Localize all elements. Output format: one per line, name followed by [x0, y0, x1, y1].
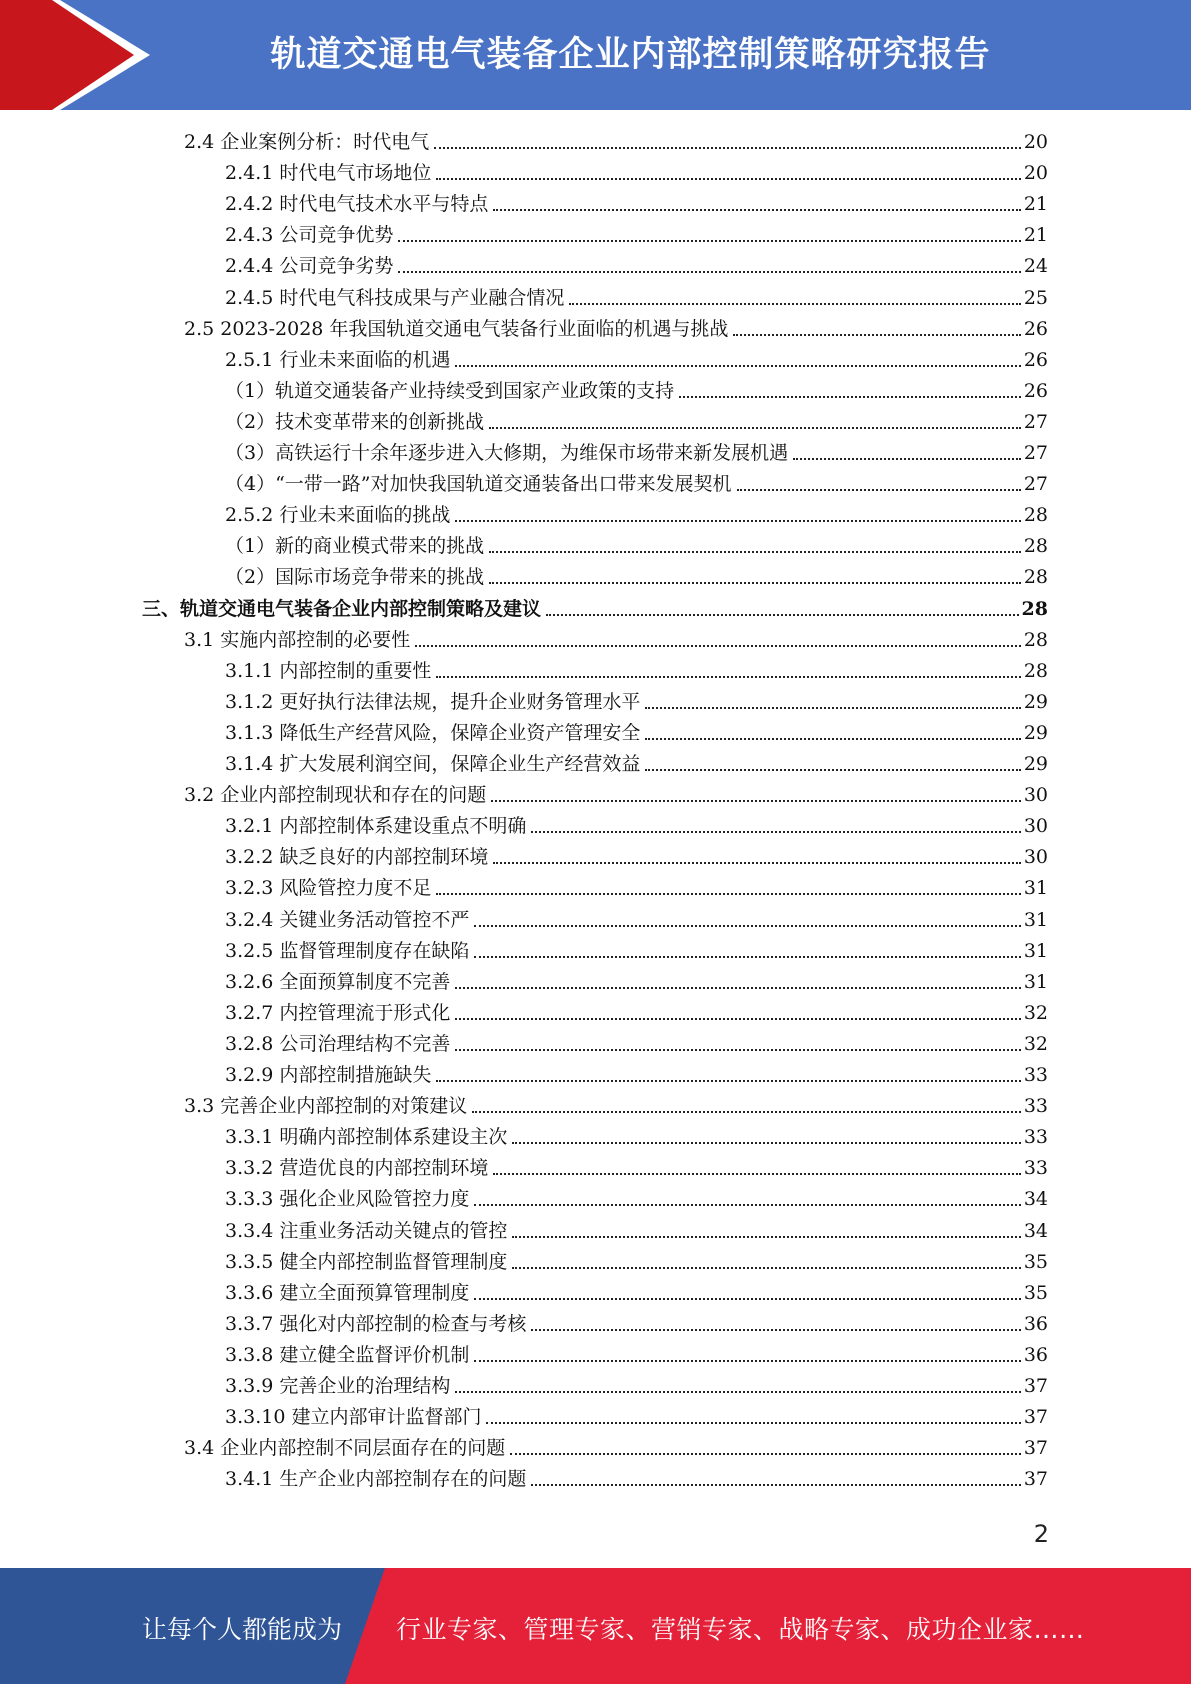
toc-entry-page: 20: [1023, 162, 1048, 185]
toc-entry-page: 31: [1023, 939, 1048, 962]
toc-entry-page: 28: [1021, 597, 1048, 620]
dot-leader: [493, 1173, 1020, 1175]
toc-entry-title: 3.4 企业内部控制不同层面存在的问题: [184, 1437, 506, 1460]
toc-entry-title: （3）高铁运行十余年逐步进入大修期，为维保市场带来新发展机遇: [225, 442, 789, 464]
toc-entry-page: 33: [1023, 1126, 1048, 1149]
toc-entry-page: 37: [1023, 1468, 1048, 1491]
toc-entry-page: 37: [1023, 1437, 1048, 1460]
toc-entry[interactable]: [225, 1061, 1048, 1089]
dot-leader: [455, 520, 1020, 522]
toc-entry-title: 2.4 企业案例分析：时代电气: [184, 131, 430, 153]
dot-leader: [489, 582, 1021, 584]
dot-leader: [531, 831, 1020, 833]
toc-entry-title: 3.3.1 明确内部控制体系建设主次: [225, 1126, 508, 1149]
toc-entry-title: （1）新的商业模式带来的挑战: [225, 535, 485, 558]
toc-entry-page: 28: [1023, 659, 1048, 682]
toc-entry-title: 3.2.4 关键业务活动管控不严: [225, 908, 470, 931]
dot-leader: [489, 551, 1021, 553]
toc-entry[interactable]: [225, 1279, 1048, 1307]
toc-entry-page: 35: [1023, 1281, 1048, 1304]
toc-entry[interactable]: [225, 1154, 1048, 1182]
toc-entry-page: 26: [1023, 348, 1048, 371]
toc-entry-title: 3.3.2 营造优良的内部控制环境: [225, 1157, 489, 1180]
dot-leader: [546, 614, 1019, 616]
dot-leader: [733, 334, 1020, 336]
dot-leader: [569, 303, 1020, 305]
toc-entry[interactable]: [225, 1217, 1048, 1245]
toc-entry[interactable]: [184, 128, 1048, 156]
toc-entry-page: 28: [1023, 504, 1048, 527]
toc-entry-title: 3.1.1 内部控制的重要性: [225, 659, 432, 682]
toc-entry-page: 31: [1023, 908, 1048, 931]
dot-leader: [531, 1484, 1020, 1486]
toc-entry-title: （2）技术变革带来的创新挑战: [225, 410, 485, 433]
toc-entry[interactable]: [225, 1123, 1048, 1151]
toc-entry-title: 2.5.2 行业未来面临的挑战: [225, 504, 451, 527]
toc-entry[interactable]: [225, 252, 1048, 280]
dot-leader: [531, 1329, 1020, 1331]
footer-slogan-right: 行业专家、管理专家、营销专家、战略专家、成功企业家……: [396, 1615, 1085, 1644]
page-footer: [0, 1568, 1191, 1684]
toc-entry-page: 31: [1023, 877, 1048, 900]
dot-leader: [455, 1049, 1020, 1051]
toc-entry-title: 三、轨道交通电气装备企业内部控制策略及建议: [142, 597, 542, 620]
toc-entry-page: 21: [1023, 193, 1048, 216]
toc-entry-title: 3.3.10 建立内部审计监督部门: [225, 1406, 482, 1429]
dot-leader: [493, 862, 1020, 864]
toc-entry[interactable]: [225, 1248, 1048, 1276]
toc-entry[interactable]: [225, 159, 1048, 187]
toc-entry[interactable]: [225, 874, 1048, 902]
toc-entry-title: 2.4.1 时代电气市场地位: [225, 162, 432, 185]
toc-entry[interactable]: [184, 315, 1048, 343]
dot-leader: [455, 365, 1020, 367]
dot-leader: [455, 1018, 1020, 1020]
toc-entry[interactable]: [225, 1341, 1048, 1369]
toc-entry[interactable]: [225, 1403, 1048, 1431]
report-title: 轨道交通电气装备企业内部控制策略研究报告: [270, 35, 991, 75]
dot-leader: [510, 1453, 1021, 1455]
toc-entry-title: 3.2.7 内控管理流于形式化: [225, 1001, 451, 1024]
toc-entry-page: 29: [1023, 721, 1048, 744]
dot-leader: [474, 1360, 1020, 1362]
toc-entry-page: 32: [1023, 1001, 1048, 1024]
dot-leader: [474, 956, 1020, 958]
toc-entry-title: 2.4.4 公司竞争劣势: [225, 255, 394, 278]
toc-entry-page: 25: [1023, 286, 1048, 309]
toc-entry-title: 3.2.5 监督管理制度存在缺陷: [225, 939, 470, 962]
toc-entry-page: 33: [1023, 1064, 1048, 1086]
toc-entry[interactable]: [225, 221, 1048, 249]
toc-entry-page: 33: [1023, 1095, 1048, 1118]
toc-entry-page: 30: [1023, 846, 1048, 869]
dot-leader: [398, 271, 1020, 273]
dot-leader: [489, 427, 1021, 429]
dot-leader: [737, 489, 1021, 491]
toc-entry-page: 36: [1023, 1312, 1048, 1335]
toc-entry-title: 3.3.9 完善企业的治理结构: [225, 1375, 451, 1397]
toc-entry[interactable]: [225, 439, 1048, 467]
toc-entry[interactable]: [225, 563, 1048, 591]
dot-leader: [474, 1204, 1020, 1206]
toc-entry[interactable]: [225, 1372, 1048, 1400]
toc-entry-title: 3.1 实施内部控制的必要性: [184, 628, 411, 651]
toc-entry-title: 3.3.3 强化企业风险管控力度: [225, 1188, 470, 1211]
toc-entry[interactable]: [225, 501, 1048, 529]
toc-entry-title: 2.5 2023-2028 年我国轨道交通电气装备行业面临的机遇与挑战: [184, 317, 729, 340]
toc-entry[interactable]: [184, 626, 1048, 654]
dot-leader: [455, 987, 1020, 989]
toc-entry-page: 35: [1023, 1250, 1048, 1273]
toc-entry[interactable]: [225, 812, 1048, 840]
toc-entry-page: 34: [1023, 1188, 1048, 1211]
toc-entry-title: 3.3.5 健全内部控制监督管理制度: [225, 1250, 508, 1273]
dot-leader: [474, 925, 1020, 927]
dot-leader: [436, 178, 1020, 180]
toc-entry-title: 3.1.4 扩大发展利润空间，保障企业生产经营效益: [225, 753, 641, 775]
toc-entry-page: 20: [1023, 131, 1048, 153]
toc-entry[interactable]: [184, 781, 1048, 809]
toc-entry-page: 37: [1023, 1406, 1048, 1429]
toc-entry-title: 3.2 企业内部控制现状和存在的问题: [184, 784, 487, 807]
toc-entry-title: 3.3 完善企业内部控制的对策建议: [184, 1095, 468, 1118]
toc-entry-page: 32: [1023, 1032, 1048, 1055]
toc-entry-page: 30: [1023, 784, 1048, 807]
toc-entry-page: 29: [1023, 753, 1048, 775]
toc-entry[interactable]: [225, 937, 1048, 965]
toc-entry-title: 3.2.3 风险管控力度不足: [225, 877, 432, 900]
toc-entry-page: 30: [1023, 815, 1048, 838]
dot-leader: [491, 800, 1021, 802]
toc-entry-page: 26: [1023, 317, 1048, 340]
toc-entry-page: 33: [1023, 1157, 1048, 1180]
toc-entry-page: 28: [1023, 535, 1048, 558]
toc-entry-page: 29: [1023, 690, 1048, 713]
dot-leader: [493, 209, 1020, 211]
toc-entry-title: 3.1.2 更好执行法律法规，提升企业财务管理水平: [225, 690, 641, 713]
toc-entry-page: 34: [1023, 1219, 1048, 1242]
toc-entry-title: 3.3.6 建立全面预算管理制度: [225, 1281, 470, 1304]
toc-entry-page: 36: [1023, 1343, 1048, 1366]
toc-entry[interactable]: [184, 1092, 1048, 1120]
dot-leader: [512, 1142, 1020, 1144]
dot-leader: [474, 1298, 1020, 1300]
toc-entry[interactable]: [225, 968, 1048, 996]
toc-entry[interactable]: [225, 906, 1048, 934]
dot-leader: [679, 396, 1021, 398]
dot-leader: [645, 707, 1020, 709]
toc-entry-page: 24: [1023, 255, 1048, 278]
toc-entry[interactable]: [225, 657, 1048, 685]
toc-entry-title: （1）轨道交通装备产业持续受到国家产业政策的支持: [225, 379, 675, 402]
toc-entry[interactable]: [225, 719, 1048, 747]
dot-leader: [793, 458, 1021, 460]
dot-leader: [512, 1267, 1020, 1269]
dot-leader: [436, 893, 1020, 895]
toc-entry[interactable]: [225, 1185, 1048, 1213]
toc-entry[interactable]: [225, 377, 1048, 405]
toc-entry[interactable]: [225, 346, 1048, 374]
dot-leader: [434, 147, 1021, 149]
toc-entry[interactable]: [225, 470, 1048, 498]
toc-entry-title: 3.2.6 全面预算制度不完善: [225, 970, 451, 993]
dot-leader: [486, 1422, 1020, 1424]
toc-entry-title: 2.4.2 时代电气技术水平与特点: [225, 193, 489, 216]
toc-entry[interactable]: [225, 408, 1048, 436]
page-header: [0, 0, 1191, 110]
toc-entry-title: （4）“一带一路”对加快我国轨道交通装备出口带来发展契机: [225, 473, 732, 496]
dot-leader: [645, 738, 1020, 740]
toc-entry[interactable]: [225, 1030, 1048, 1058]
toc-entry-page: 31: [1023, 970, 1048, 993]
toc-entry-title: 3.2.2 缺乏良好的内部控制环境: [225, 846, 489, 869]
page-number: 2: [1033, 1520, 1049, 1548]
toc-entry-page: 37: [1023, 1375, 1048, 1397]
toc-entry[interactable]: [225, 190, 1048, 218]
toc-entry[interactable]: [225, 999, 1048, 1027]
toc-entry-page: 27: [1023, 473, 1048, 496]
toc-entry-page: 28: [1023, 628, 1048, 651]
toc-entry[interactable]: [225, 1310, 1048, 1338]
dot-leader: [472, 1111, 1021, 1113]
toc-entry[interactable]: [225, 284, 1048, 312]
toc-entry-title: 3.2.8 公司治理结构不完善: [225, 1032, 451, 1055]
toc-entry[interactable]: [225, 688, 1048, 716]
footer-slogan-left: 让每个人都能成为: [142, 1615, 343, 1644]
toc-entry-title: （2）国际市场竞争带来的挑战: [225, 566, 485, 589]
dot-leader: [398, 240, 1020, 242]
toc-entry-title: 3.3.4 注重业务活动关键点的管控: [225, 1219, 508, 1242]
dot-leader: [512, 1236, 1020, 1238]
toc-entry-title: 3.4.1 生产企业内部控制存在的问题: [225, 1468, 527, 1491]
toc-entry-title: 3.3.7 强化对内部控制的检查与考核: [225, 1312, 527, 1335]
toc-entry-title: 3.3.8 建立健全监督评价机制: [225, 1343, 470, 1366]
dot-leader: [645, 769, 1020, 771]
toc-entry-title: 2.4.5 时代电气科技成果与产业融合情况: [225, 286, 565, 309]
toc-entry[interactable]: [225, 843, 1048, 871]
toc-entry-page: 26: [1023, 379, 1048, 402]
toc-entry-page: 21: [1023, 224, 1048, 247]
toc-entry-page: 28: [1023, 566, 1048, 589]
toc-entry[interactable]: [225, 1465, 1048, 1493]
dot-leader: [455, 1391, 1020, 1393]
toc-entry-title: 3.2.9 内部控制措施缺失: [225, 1064, 432, 1086]
toc-entry-title: 3.1.3 降低生产经营风险，保障企业资产管理安全: [225, 721, 641, 744]
dot-leader: [415, 645, 1021, 647]
toc-entry-title: 2.5.1 行业未来面临的机遇: [225, 348, 451, 371]
toc-entry-page: 27: [1023, 442, 1048, 464]
toc-entry-page: 27: [1023, 410, 1048, 433]
toc-entry-title: 3.2.1 内部控制体系建设重点不明确: [225, 815, 527, 838]
toc-entry[interactable]: [142, 595, 1048, 623]
toc-entry[interactable]: [225, 532, 1048, 560]
toc-entry-title: 2.4.3 公司竞争优势: [225, 224, 394, 247]
dot-leader: [436, 676, 1020, 678]
toc-entry[interactable]: [184, 1434, 1048, 1462]
toc-entry[interactable]: [225, 750, 1048, 778]
dot-leader: [436, 1080, 1020, 1082]
